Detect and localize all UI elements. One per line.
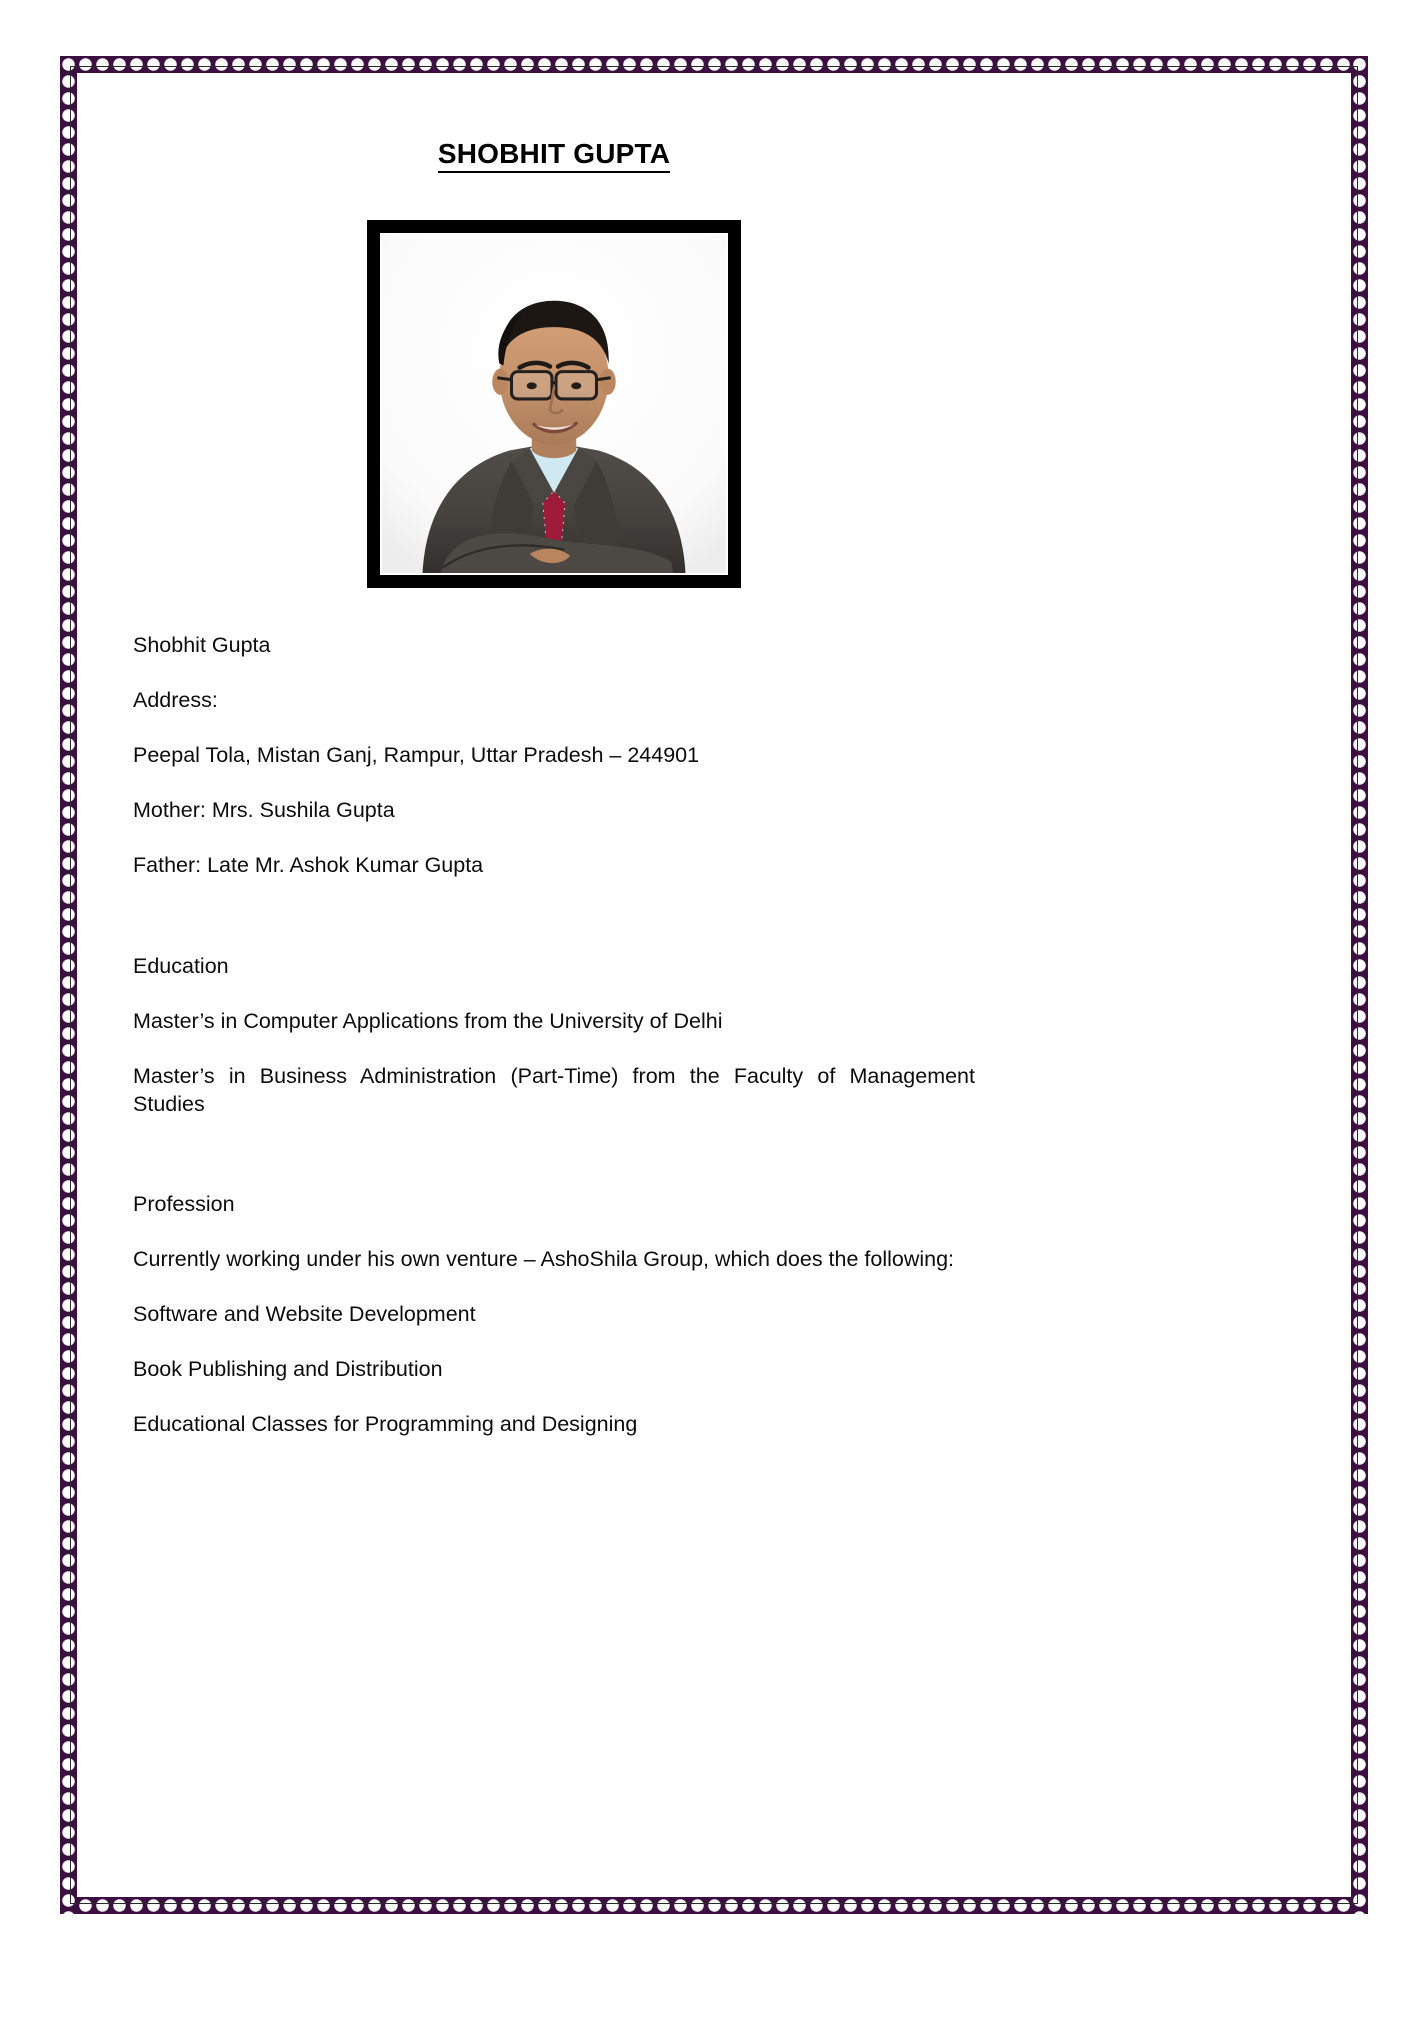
father-name: Father: Late Mr. Ashok Kumar Gupta <box>133 852 484 877</box>
section-gap-education <box>133 907 975 953</box>
person-name: Shobhit Gupta <box>133 633 271 657</box>
photo-frame <box>367 220 741 588</box>
section-gap-profession <box>133 1145 975 1191</box>
profession-item-1: Book Publishing and Distribution <box>133 1357 443 1382</box>
page-title-text: SHOBHIT GUPTA <box>438 138 670 173</box>
body-text-block <box>133 632 975 1439</box>
border-band-left <box>60 56 77 1914</box>
address-line: Peepal Tola, Mistan Ganj, Rampur, Uttar Pradesh – 244901 <box>133 742 700 767</box>
profession-item-0: Software and Website Development <box>133 1302 476 1327</box>
page-title <box>133 138 975 170</box>
profession-item-2: Educational Classes for Programming and Designing <box>133 1412 638 1437</box>
profession-heading: Profession <box>133 1192 235 1217</box>
portrait-photo <box>382 235 726 573</box>
photo-inner-border <box>380 233 728 575</box>
border-band-bottom <box>60 1897 1368 1914</box>
education-item-1: Master’s in Business Administration (Part-Time) from the Faculty of Management Studies <box>133 1063 975 1116</box>
border-band-right <box>1351 56 1368 1914</box>
portrait-container <box>133 220 975 588</box>
document-content <box>133 110 975 1466</box>
border-band-top <box>60 56 1368 73</box>
mother-name: Mother: Mrs. Sushila Gupta <box>133 797 395 822</box>
address-label: Address: <box>133 687 218 712</box>
profession-intro: Currently working under his own venture – AshoShila Group, which does the following: <box>133 1247 955 1272</box>
education-heading: Education <box>133 953 229 978</box>
education-item-0: Master’s in Computer Applications from the University of Delhi <box>133 1008 723 1033</box>
